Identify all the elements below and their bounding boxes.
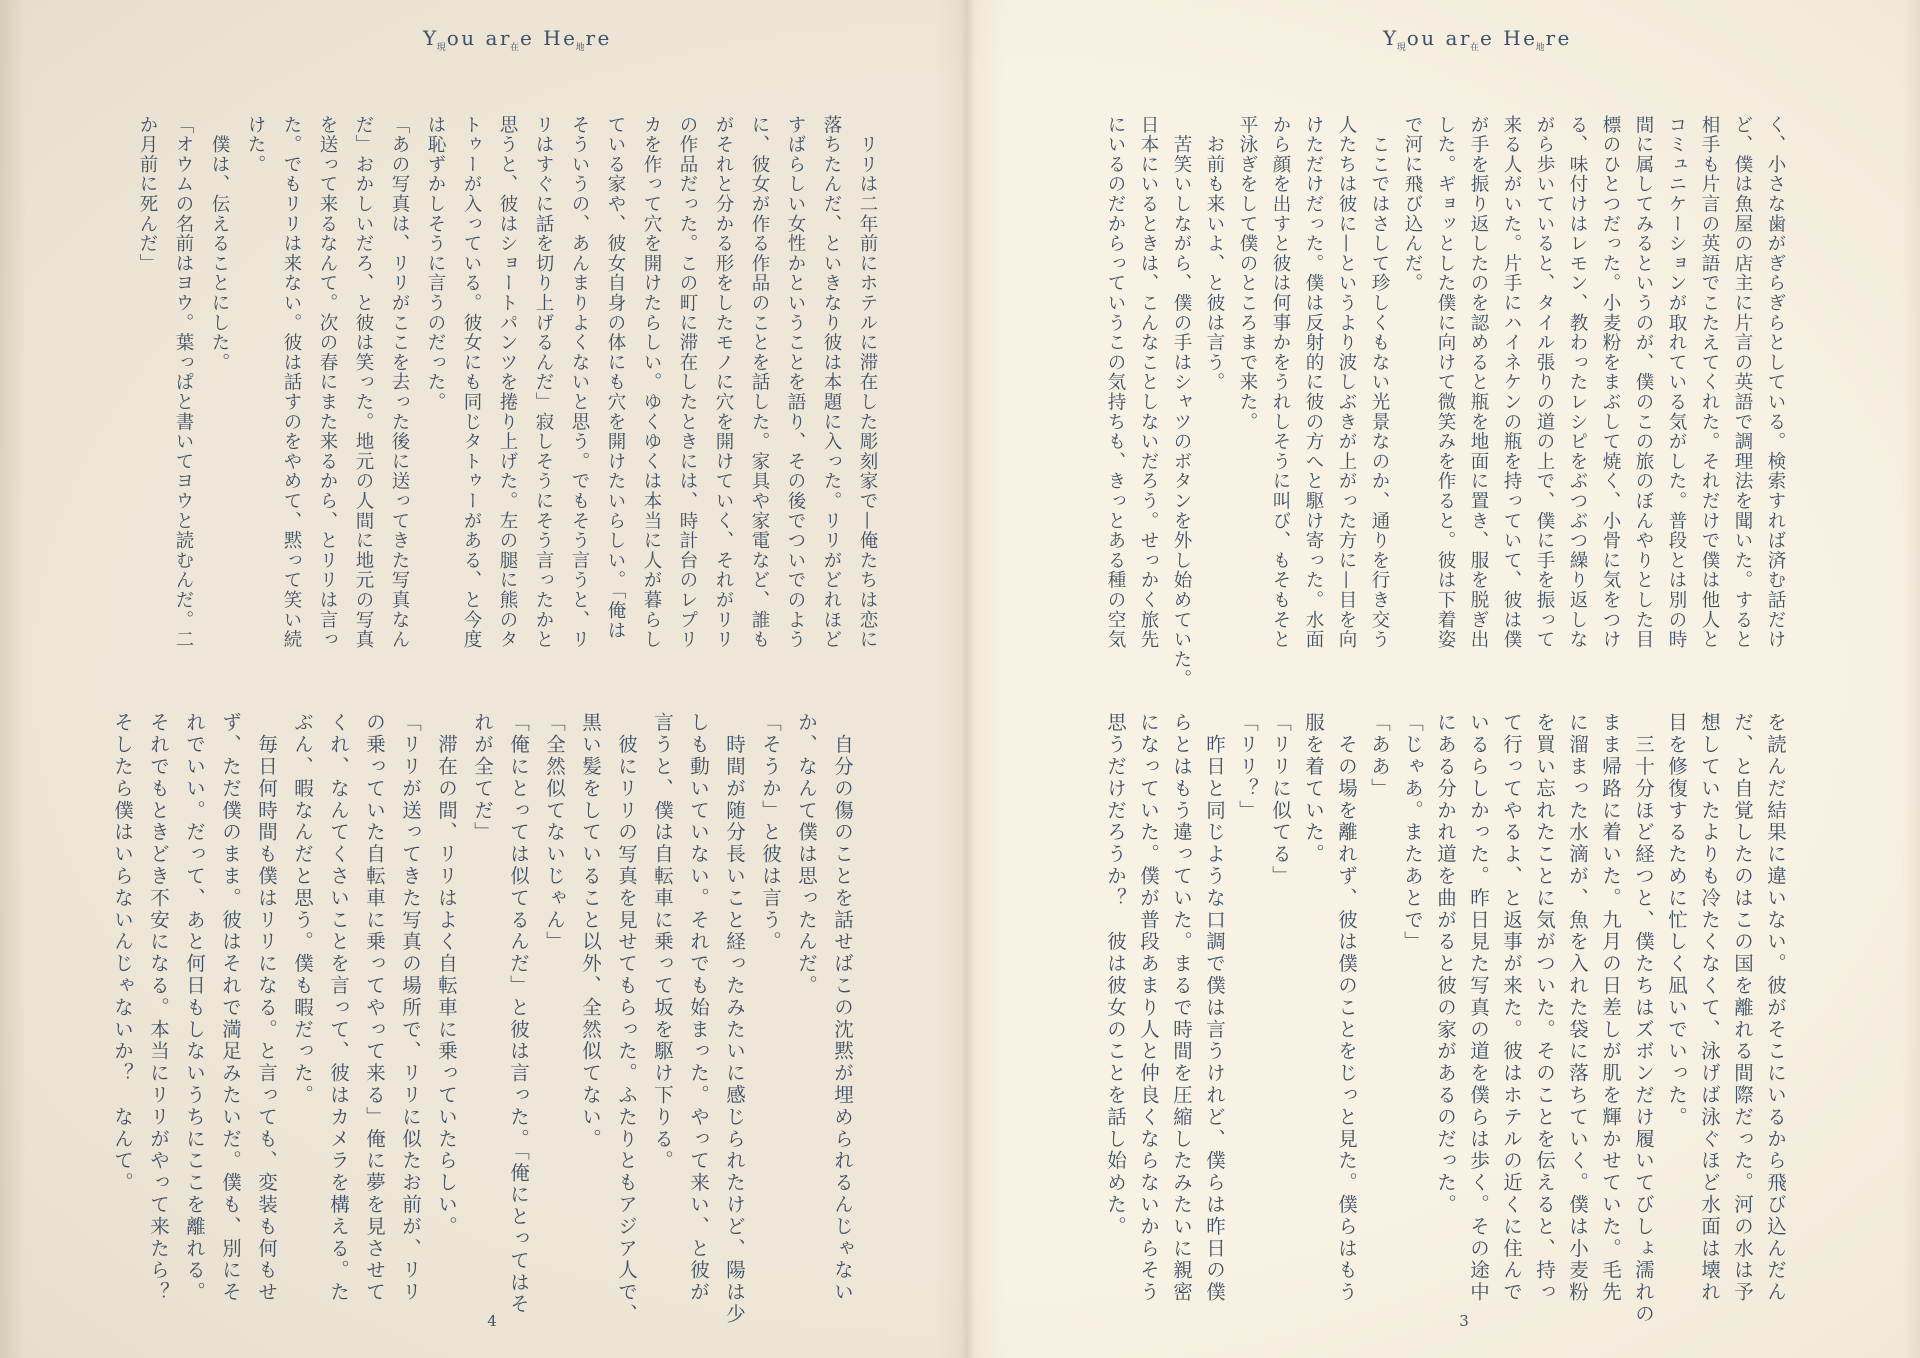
text-block-top-right [1099,115,1792,690]
text-column: 「リリ？」 [1236,712,1259,822]
running-title-ruby: 地 [575,43,585,53]
text-column: 平泳ぎをして僕のところまで来た。 [1237,115,1258,432]
text-column: した。ギョッとした僕に向けて微笑みを作ると。彼は下着姿 [1435,115,1456,650]
text-column: リはすぐに話を切り上げるんだ」寂しそうにそう言ったかと [533,115,554,650]
text-column: すばらしい女性かということを語り、その後でついでのよう [785,115,806,650]
text-column: 思うと、彼はショートパンツを捲り上げた。左の腿に熊のタ [497,115,518,650]
running-title-ruby: 現 [436,43,446,53]
text-column: 標のひとつだった。小麦粉をまぶして焼く、小骨に気をつけ [1600,115,1621,650]
text-column: 間に属してみるというのが、僕のこの旅のぼんやりとした目 [1633,115,1654,650]
text-column: 言うと、僕は自転車に乗って坂を駆け下りる。 [651,712,674,1172]
text-column: リリは二年前にホテルに滞在した彫刻家で—俺たちは恋に [857,115,878,650]
text-column: ている家や、彼女自身の体にも穴を開けたいらしい。「俺は [605,115,626,641]
running-title-latin: ou ar [1406,26,1472,50]
text-column: 想していたよりも冷たくなくて、泳げば泳ぐほど水面は壊れ [1698,712,1721,1304]
text-column: る、味付けはレモン、教わったレシピをぶつぶつ繰り返しな [1567,115,1588,650]
text-column: 「ああ」 [1368,712,1391,800]
running-title-latin: ou ar [446,26,512,50]
text-column: の作品だった。この町に滞在したときには、時計台のレプリ [677,115,698,650]
text-column: 昨日と同じような口調で僕は言うけれど、僕らは昨日の僕 [1203,712,1226,1304]
text-column: 自分の傷のことを話せばこの沈黙が埋められるんじゃない [831,712,854,1304]
text-column: 滞在の間、リリはよく自転車に乗っていたらしい。 [435,712,458,1238]
text-column: で河に飛び込んだ。 [1402,115,1423,294]
text-column: それでもときどき不安になる。本当にリリがやって来たら？ [147,712,170,1304]
text-column: だ、と自覚したのはこの国を離れる間際だった。河の水は予 [1731,712,1754,1304]
text-column: か月前に死んだ」 [137,115,158,274]
text-column: 苦笑いしながら、僕の手はシャツのボタンを外し始めていた。 [1171,115,1192,690]
text-column: ぶん、暇なんだと思う。僕も暇だった。 [291,712,314,1107]
text-column: 「あの写真は、リリがここを去った後に送ってきた写真なん [389,115,410,650]
text-column: その場を離れず、彼は僕のことをじっと見た。僕らはもう [1335,712,1358,1304]
text-column: ど、僕は魚屋の店主に片言の英語で調理法を聞いた。すると [1732,115,1753,650]
text-column: けた。 [245,115,266,175]
text-column: 「俺にとっては似てるんだ」と彼は言った。「俺にとってはそ [507,712,530,1316]
text-column: いるらしかった。昨日見た写真の道を僕らは歩く。その途中 [1467,712,1490,1304]
text-column: カを作って穴を開けたらしい。ゆくゆくは本当に人が暮らし [641,115,662,650]
text-column: に、彼女が作る作品のことを話した。家具や家電など、誰も [749,115,770,650]
text-column: く、小さな歯がぎらぎらとしている。検索すれば済む話だけ [1765,115,1786,650]
running-title-ruby: 在 [509,43,519,53]
text-column: らとはもう違っていた。まるで時間を圧縮したみたいに親密 [1170,712,1193,1304]
text-column: ここではさして珍しくもない光景なのか、通りを行き交う [1369,115,1390,650]
text-column: そしたら僕はいらないんじゃないか？ なんて。 [111,712,134,1194]
text-column: 「リリに似てる」 [1269,712,1292,888]
text-column: にある分かれ道を曲がると彼の家があるのだった。 [1434,712,1457,1216]
text-column: 来る人がいた。片手にハイネケンの瓶を持っていて、彼は僕 [1501,115,1522,650]
text-column: れでいい。だって、あと何日もしないうちにここを離れる。 [183,712,206,1304]
text-column: 僕は、伝えることにした。 [209,115,230,373]
text-column: 目を修復するために忙しく凪いでいった。 [1665,712,1688,1129]
text-column: が手を振り返したのを認めると瓶を地面に置き、服を脱ぎ出 [1468,115,1489,650]
text-column: 毎日何時間も僕はリリになる。と言っても、変装も何もせ [255,712,278,1304]
text-column: 彼にリリの写真を見せてもらった。ふたりともアジア人で、 [615,712,638,1326]
text-column: 相手も片言の英語でこたえてくれた。それだけで僕は他人と [1699,115,1720,650]
page-number-right: 3 [1459,1312,1469,1330]
text-column: 人たちは彼に—というより波しぶきが上がった方に—目を向 [1336,115,1357,650]
running-title-latin: Y [423,26,439,50]
running-title-latin: e He [520,26,578,50]
text-column: トゥーが入っている。彼女にも同じタトゥーがある、と今度 [461,115,482,650]
running-title-latin: Y [1383,26,1399,50]
text-column: にいるのだからっていうこの気持ちも、きっとある種の空気 [1105,115,1126,650]
running-title-latin: e He [1480,26,1538,50]
text-column: お前も来いよ、と彼は言う。 [1204,115,1225,393]
running-title-right [1383,26,1572,53]
text-column: になっていた。僕が普段あまり人と仲良くならないからそう [1137,712,1160,1304]
text-column: 黒い髪をしていること以外、全然似てない。 [579,712,602,1150]
text-column: ず、ただ僕のまま。彼はそれで満足みたいだ。僕も、別にそ [219,712,242,1304]
text-column: 三十分ほど経つと、僕たちはズボンだけ履いてびしょ濡れの [1632,712,1655,1326]
text-column: しも動いていない。それでも始まった。やって来い、と彼が [687,712,710,1304]
running-title-ruby: 現 [1396,43,1406,53]
text-column: 時間が随分長いこと経ったみたいに感じられたけど、陽は少 [723,712,746,1326]
text-column: は恥ずかしそうに言うのだった。 [425,115,446,412]
text-column: 服を着ていた。 [1302,712,1325,866]
text-column: だ」おかしいだろ、と彼は笑った。地元の人間に地元の写真 [353,115,374,650]
text-column: 日本にいるときは、こんなことしないだろう。せっかく旅先 [1138,115,1159,650]
text-column: 「じゃあ。またあとで」 [1401,712,1424,953]
text-block-bottom-right [1099,712,1792,1326]
running-title-ruby: 在 [1469,43,1479,53]
text-column: た。でもリリは来ない。彼は話すのをやめて、黙って笑い続 [281,115,302,650]
running-title-latin: re [1545,26,1572,50]
text-column: 「オウムの名前はヨウ。葉っぱと書いてヨウと読むんだ。二 [173,115,194,650]
page-number-left: 4 [487,1312,497,1330]
text-column: 「リリが送ってきた写真の場所で、リリに似たお前が、リリ [399,712,422,1304]
text-column: コミュニケーションが取れている気がした。普段とは別の時 [1666,115,1687,650]
text-column: 「そうか」と彼は言う。 [759,712,782,953]
text-column: けただけだった。僕は反射的に彼の方へと駆け寄った。水面 [1303,115,1324,650]
text-column: か、なんて僕は思ったんだ。 [795,712,818,997]
text-column: に溜まった水滴が、魚を入れた袋に落ちていく。僕は小麦粉 [1566,712,1589,1304]
text-column: 落ちたんだ、といきなり彼は本題に入った。リリがどれほど [821,115,842,650]
text-column: を送って来るなんて。次の春にまた来るから、とリリは言っ [317,115,338,650]
text-column: がら歩いていると、タイル張りの道の上で、僕に手を振って [1534,115,1555,650]
text-column: て行ってやるよ、と返事が来た。彼はホテルの近くに住んで [1500,712,1523,1304]
text-column: 思うだけだろうか？ 彼は彼女のことを話し始めた。 [1104,712,1127,1238]
text-column: を買い忘れたことに気がついた。そのことを伝えると、持っ [1533,712,1556,1304]
running-title-ruby: 地 [1535,43,1545,53]
text-column: がそれと分かる形をしたモノに穴を開けていく、それがリリ [713,115,734,650]
text-column: の乗っていた自転車に乗ってやって来る」俺に夢を見させて [363,712,386,1304]
running-title-latin: re [585,26,612,50]
text-column: を読んだ結果に違いない。彼がそこにいるから飛び込んだん [1764,712,1787,1304]
text-column: そういうの、あんまりよくないと思う。でもそう言うと、リ [569,115,590,650]
text-column: 「全然似てないじゃん」 [543,712,566,953]
text-column: まま帰路に着いた。九月の日差しが肌を輝かせていた。毛先 [1599,712,1622,1304]
text-column: から顔を出すと彼は何事かをうれしそうに叫び、もそもそと [1270,115,1291,650]
text-column: れが全てだ」 [471,712,494,844]
text-column: くれ、なんてくさいことを言って、彼はカメラを構える。た [327,712,350,1304]
